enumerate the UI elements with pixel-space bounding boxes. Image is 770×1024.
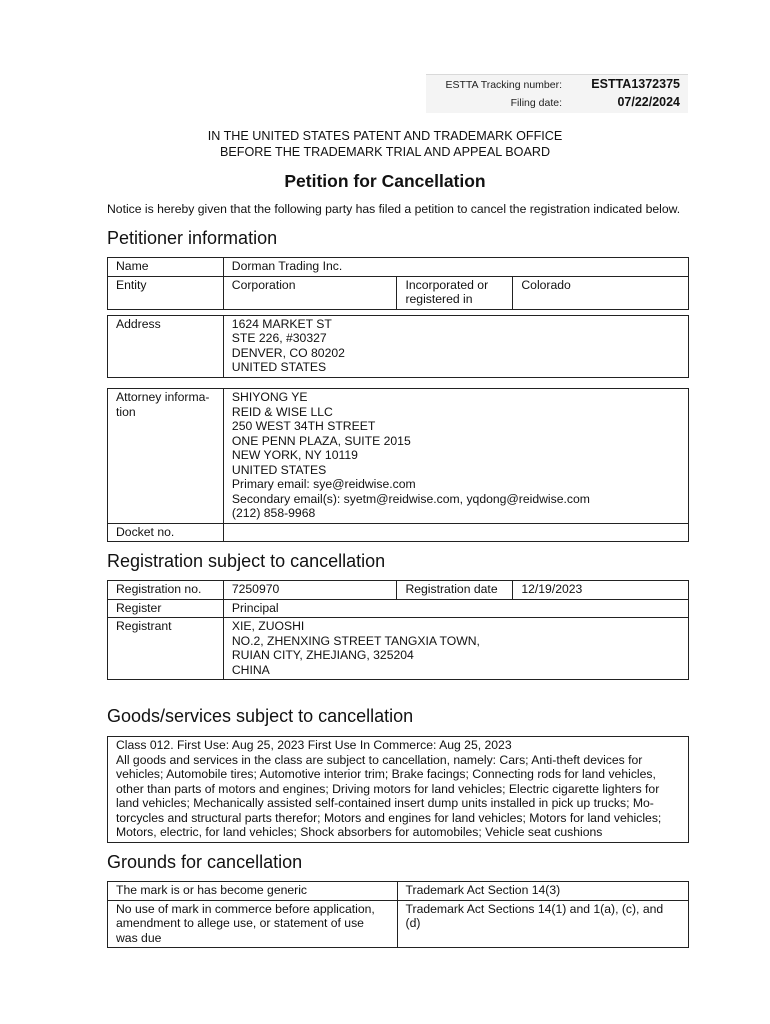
table-row [108,581,689,600]
table-row [108,315,689,377]
attorney-value [223,389,688,524]
attorney-line: Secondary email(s): syetm@reidwise.com, yqdong@reidwise.com [231,491,590,506]
name-value: Dorman Trading Inc. [223,258,688,277]
registrant-line: CHINA [231,662,270,677]
incorporated-value: Colorado [513,276,689,309]
address-label: Address [108,315,224,377]
registration-table [107,580,689,680]
notice-text: Notice is hereby given that the following party has filed a petition to cancel the registration indicated below. [107,202,681,216]
tracking-number-label: ESTTA Tracking number: [445,79,562,91]
attorney-line: REID & WISE LLC [231,404,333,419]
registration-heading: Registration subject to cancellation [107,551,386,571]
goods-line: other than parts of motors and engines; Driving motors for land vehicles; Electric cigarette lighters for [116,781,660,796]
attorney-line: NEW YORK, NY 10119 [231,448,358,462]
goods-line: vehicles; Automobile tires; Automotive interior trim; Brake facings; Connecting rods for land vehicles, [116,767,656,781]
attorney-line: SHIYONG YE [231,390,308,404]
board-heading: BEFORE THE TRADEMARK TRIAL AND APPEAL BOARD [219,145,551,159]
tracking-box [426,74,688,113]
registration-no-value: 7250970 [223,581,397,600]
goods-line: All goods and services in the class are subject to cancellation, namely: Cars; Anti-theft devices for [116,752,643,767]
act-line: Trademark Act Section 14(3) [405,883,561,897]
attorney-label-line: Attorney informa- [116,390,210,404]
goods-line: torcycles and structural parts therefor; Motors and engines for land vehicles; Motors for land vehicles; [116,810,662,825]
address-line: UNITED STATES [231,360,327,374]
grounds-heading: Grounds for cancellation [107,852,303,872]
page-title: Petition for Cancellation [284,171,486,191]
act-cell [397,900,688,948]
table-row [108,389,689,524]
ground-cell [108,882,398,901]
petitioner-heading: Petitioner information [107,228,278,248]
entity-label: Entity [108,276,224,309]
filing-date-value: 07/22/2024 [617,95,680,109]
attorney-line: ONE PENN PLAZA, SUITE 2015 [231,433,411,448]
filing-date-row [426,94,688,112]
registrant-value [223,618,688,680]
registrant-label: Registrant [108,618,224,680]
address-value [223,315,688,377]
registration-no-label: Registration no. [108,581,224,600]
table-row [108,276,689,309]
table-row [108,523,689,542]
tracking-number-row [426,76,688,94]
entity-value: Corporation [223,276,397,309]
table-row [108,258,689,277]
address-line: 1624 MARKET ST [231,316,332,331]
ground-line: No use of mark in commerce before application, [116,901,375,916]
registration-date-label: Registration date [397,581,513,600]
register-value: Principal [223,599,688,618]
table-row [108,618,689,680]
attorney-table [107,388,689,542]
ground-line: The mark is or has become generic [116,883,308,897]
attorney-line: (212) 858-9968 [231,506,316,520]
act-cell [397,882,688,901]
registrant-line: XIE, ZUOSHI [231,619,305,633]
act-line: (d) [405,916,421,930]
registration-date-value: 12/19/2023 [513,581,689,600]
attorney-line: UNITED STATES [231,462,327,477]
attorney-label-line: tion [116,404,136,419]
act-line: Trademark Act Sections 14(1) and 1(a), (c), and [405,901,664,916]
goods-line: Motors, electric, for land vehicles; Shock absorbers for automobiles; Vehicle seat cushions [116,825,603,839]
ground-line: amendment to allege use, or statement of use [116,916,364,930]
table-row [108,599,689,618]
goods-line: land vehicles; Mechanically assisted self-contained insert dump units installed in pick up trucks; Mo- [116,796,654,810]
petitioner-table [107,257,689,378]
attorney-line: Primary email: sye@reidwise.com [231,477,416,491]
table-row [108,900,689,948]
register-label: Register [108,599,224,618]
goods-line: Class 012. First Use: Aug 25, 2023 First Use In Commerce: Aug 25, 2023 [116,738,512,752]
goods-heading: Goods/services subject to cancellation [107,706,414,726]
registrant-line: RUIAN CITY, ZHEJIANG, 325204 [231,648,414,662]
docket-value [223,523,688,542]
attorney-line: 250 WEST 34TH STREET [231,419,376,433]
grounds-table [107,881,689,948]
ground-line: was due [116,930,162,945]
ground-cell [108,900,398,948]
table-row [108,882,689,901]
address-line: STE 226, #30327 [231,331,327,345]
tracking-number-value: ESTTA1372375 [591,77,680,91]
name-label: Name [108,258,224,277]
attorney-label [108,389,224,524]
office-heading: IN THE UNITED STATES PATENT AND TRADEMARK OFFICE [207,129,563,143]
filing-date-label: Filing date: [510,97,562,109]
registrant-line: NO.2, ZHENXING STREET TANGXIA TOWN, [231,633,480,648]
address-line: DENVER, CO 80202 [231,345,345,360]
goods-box [107,736,689,843]
docket-label: Docket no. [108,523,224,542]
incorporated-label: Incorporated or registered in [397,276,513,309]
